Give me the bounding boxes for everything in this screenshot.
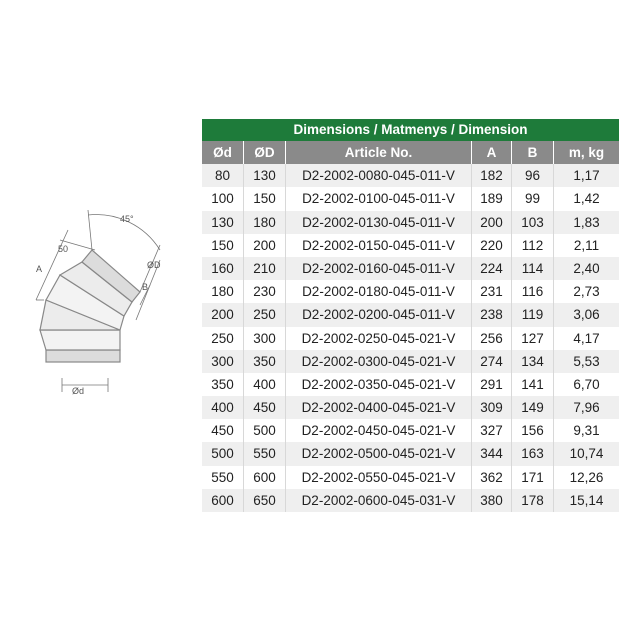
cell-mass: 7,96 [573, 400, 600, 416]
cell-outer-diameter: 150 [244, 187, 286, 210]
cell-b: 156 [512, 419, 554, 442]
cell-mass: 2,11 [573, 237, 600, 253]
cell-mass: 2,40 [573, 260, 600, 276]
cell-outer-diameter: 130 [244, 164, 286, 187]
cell-a: 256 [472, 327, 512, 350]
cell-b: 119 [512, 303, 554, 326]
cell-b: 96 [512, 164, 554, 187]
cell-a: 309 [472, 396, 512, 419]
cell-mass: 4,17 [573, 330, 600, 346]
cell-article-no: D2-2002-0500-045-021-V [286, 442, 472, 465]
col-a: A [472, 141, 512, 164]
cell-inner-diameter: 200 [202, 303, 244, 326]
cell-a: 220 [472, 234, 512, 257]
cell-mass: 5,53 [573, 353, 600, 369]
cell-a: 224 [472, 257, 512, 280]
col-article-no: Article No. [286, 141, 472, 164]
cell-mass: 15,14 [569, 492, 604, 508]
table-row [202, 489, 619, 512]
dim-50-label: 50 [58, 244, 69, 254]
cell-outer-diameter: 210 [244, 257, 286, 280]
cell-mass: 1,17 [573, 168, 600, 184]
cell-b: 178 [512, 489, 554, 512]
cell-a: 327 [472, 419, 512, 442]
cell-a: 189 [472, 187, 512, 210]
cell-article-no: D2-2002-0200-045-011-V [286, 303, 472, 326]
cell-b: 141 [512, 373, 554, 396]
cell-outer-diameter: 500 [244, 419, 286, 442]
table-header [202, 141, 619, 164]
elbow-drawing [0, 0, 200, 420]
cell-a: 291 [472, 373, 512, 396]
table-title: Dimensions / Matmenys / Dimension [202, 119, 619, 141]
table-row [202, 187, 619, 210]
cell-inner-diameter: 450 [202, 419, 244, 442]
col-inner-diameter: Ød [202, 141, 244, 164]
dim-b-label: B [142, 282, 149, 292]
cell-outer-diameter: 350 [244, 350, 286, 373]
table-row [202, 234, 619, 257]
dimension-table [202, 119, 619, 512]
cell-b: 112 [512, 234, 554, 257]
cell-b: 163 [512, 442, 554, 465]
cell-article-no: D2-2002-0100-045-011-V [286, 187, 472, 210]
table-row [202, 211, 619, 234]
cell-outer-diameter: 400 [244, 373, 286, 396]
cell-b: 171 [512, 466, 554, 489]
table-row [202, 373, 619, 396]
table-row [202, 257, 619, 280]
cell-mass: 6,70 [573, 376, 600, 392]
dim-a-label: A [36, 264, 43, 274]
table-row [202, 419, 619, 442]
cell-inner-diameter: 160 [202, 257, 244, 280]
cell-article-no: D2-2002-0350-045-021-V [286, 373, 472, 396]
cell-outer-diameter: 180 [244, 211, 286, 234]
col-mass: m, kg [568, 145, 605, 160]
cell-inner-diameter: 180 [202, 280, 244, 303]
table-row [202, 280, 619, 303]
cell-b: 134 [512, 350, 554, 373]
cell-article-no: D2-2002-0180-045-011-V [286, 280, 472, 303]
table-row [202, 442, 619, 465]
table-row [202, 350, 619, 373]
dim-outer-d-label: ØD [147, 260, 161, 270]
table-row [202, 303, 619, 326]
cell-article-no: D2-2002-0400-045-021-V [286, 396, 472, 419]
cell-inner-diameter: 550 [202, 466, 244, 489]
table-body [202, 164, 619, 512]
cell-mass: 1,42 [573, 191, 600, 207]
table-row [202, 164, 619, 187]
cell-outer-diameter: 650 [244, 489, 286, 512]
cell-outer-diameter: 450 [244, 396, 286, 419]
table-row [202, 466, 619, 489]
cell-b: 127 [512, 327, 554, 350]
cell-article-no: D2-2002-0300-045-021-V [286, 350, 472, 373]
cell-inner-diameter: 500 [202, 442, 244, 465]
cell-mass: 10,74 [569, 446, 604, 462]
cell-b: 114 [512, 257, 554, 280]
cell-a: 362 [472, 466, 512, 489]
cell-inner-diameter: 130 [202, 211, 244, 234]
cell-article-no: D2-2002-0130-045-011-V [286, 211, 472, 234]
cell-inner-diameter: 600 [202, 489, 244, 512]
cell-inner-diameter: 100 [202, 187, 244, 210]
cell-outer-diameter: 600 [244, 466, 286, 489]
cell-outer-diameter: 200 [244, 234, 286, 257]
cell-a: 238 [472, 303, 512, 326]
cell-b: 116 [512, 280, 554, 303]
dim-inner-d-label: Ød [72, 386, 85, 396]
cell-outer-diameter: 250 [244, 303, 286, 326]
cell-a: 182 [472, 164, 512, 187]
col-outer-diameter: ØD [244, 141, 286, 164]
cell-outer-diameter: 300 [244, 327, 286, 350]
cell-mass: 12,26 [569, 469, 604, 485]
col-b: B [512, 141, 554, 164]
cell-mass: 2,73 [573, 284, 600, 300]
cell-article-no: D2-2002-0150-045-011-V [286, 234, 472, 257]
cell-outer-diameter: 550 [244, 442, 286, 465]
cell-a: 200 [472, 211, 512, 234]
cell-b: 103 [512, 211, 554, 234]
angle-label: 45° [120, 214, 134, 224]
cell-article-no: D2-2002-0160-045-011-V [286, 257, 472, 280]
cell-article-no: D2-2002-0600-045-031-V [286, 489, 472, 512]
cell-inner-diameter: 350 [202, 373, 244, 396]
cell-inner-diameter: 80 [202, 164, 244, 187]
cell-b: 99 [512, 187, 554, 210]
cell-article-no: D2-2002-0250-045-021-V [286, 327, 472, 350]
cell-mass: 1,83 [573, 214, 600, 230]
cell-b: 149 [512, 396, 554, 419]
cell-inner-diameter: 250 [202, 327, 244, 350]
cell-a: 380 [472, 489, 512, 512]
cell-inner-diameter: 150 [202, 234, 244, 257]
cell-mass: 3,06 [573, 307, 600, 323]
cell-a: 274 [472, 350, 512, 373]
cell-a: 231 [472, 280, 512, 303]
cell-article-no: D2-2002-0450-045-021-V [286, 419, 472, 442]
table-row [202, 327, 619, 350]
cell-outer-diameter: 230 [244, 280, 286, 303]
table-row [202, 396, 619, 419]
cell-article-no: D2-2002-0080-045-011-V [286, 164, 472, 187]
cell-article-no: D2-2002-0550-045-021-V [286, 466, 472, 489]
cell-a: 344 [472, 442, 512, 465]
cell-mass: 9,31 [573, 423, 600, 439]
cell-inner-diameter: 400 [202, 396, 244, 419]
cell-inner-diameter: 300 [202, 350, 244, 373]
